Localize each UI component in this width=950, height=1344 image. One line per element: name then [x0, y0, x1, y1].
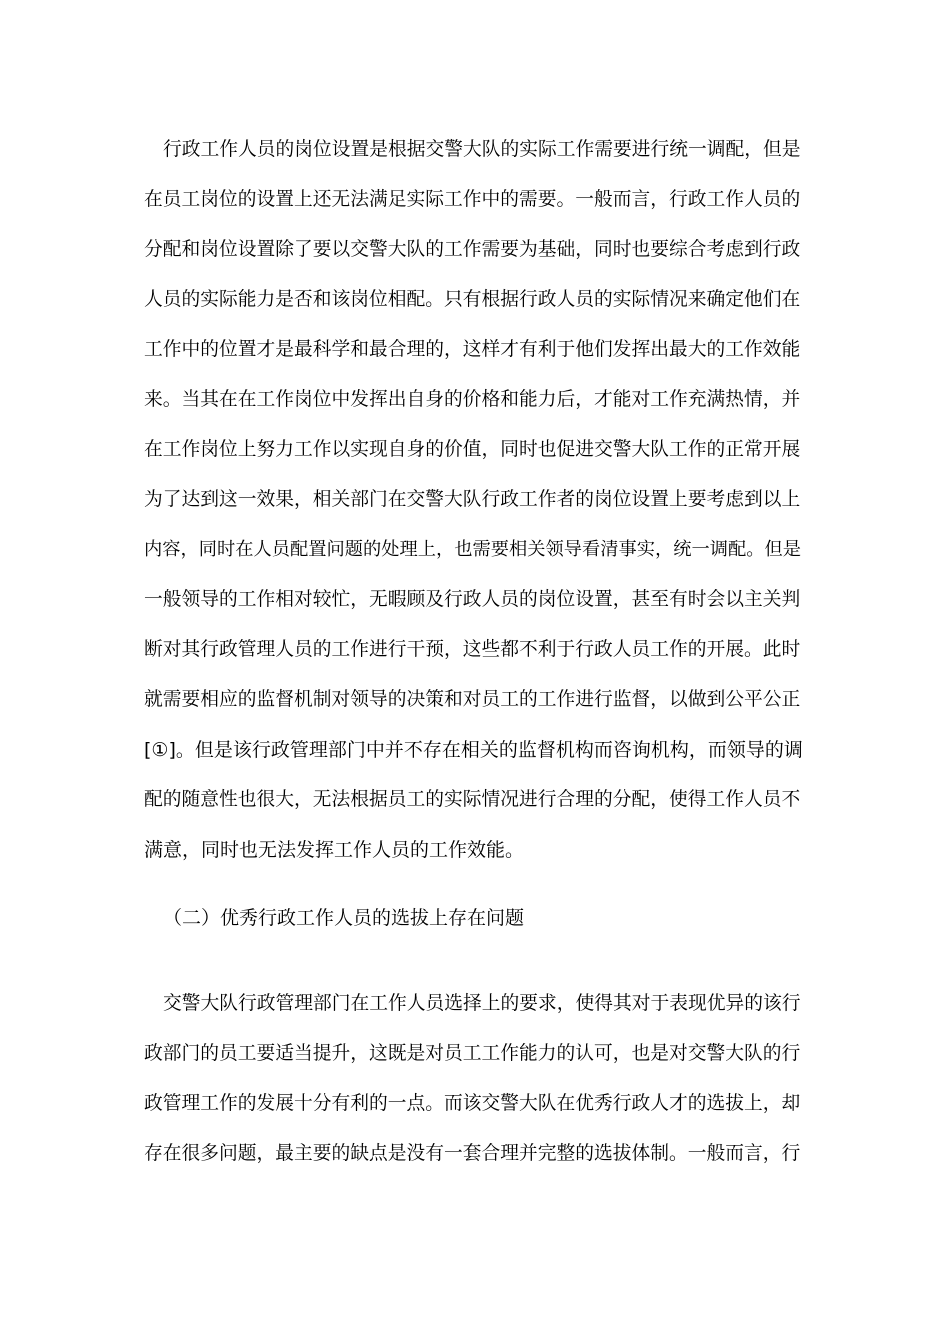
- text-line: 政部门的员工要适当提升，这既是对员工工作能力的认可，也是对交警大队的行: [144, 1043, 801, 1064]
- paragraph-1-line: [0, 635, 950, 665]
- paragraph-1-line: [0, 585, 950, 615]
- text-line: 配的随意性也很大，无法根据员工的实际情况进行合理的分配，使得工作人员不: [144, 789, 801, 810]
- paragraph-1-line: [0, 485, 950, 515]
- text-line: 分配和岗位设置除了要以交警大队的工作需要为基础，同时也要综合考虑到行政: [144, 239, 801, 260]
- text-line: [①]。但是该行政管理部门中并不存在相关的监督机构而咨询机构，而领导的调: [144, 739, 803, 761]
- text-line: 来。当其在在工作岗位中发挥出自身的价格和能力后，才能对工作充满热情，并: [144, 389, 801, 410]
- paragraph-1-line: [0, 335, 950, 365]
- paragraph-1-line: [0, 135, 950, 165]
- paragraph-2-line: [0, 1139, 950, 1169]
- text-line: 满意，同时也无法发挥工作人员的工作效能。: [144, 839, 525, 861]
- paragraph-2-line: [0, 1039, 950, 1069]
- paragraph-1-line: [0, 285, 950, 315]
- text-line: 就需要相应的监督机制对领导的决策和对员工的工作进行监督，以做到公平公正: [144, 689, 801, 710]
- paragraph-1-line: [0, 835, 950, 865]
- section-heading-line: [0, 903, 950, 933]
- text-line: 在员工岗位的设置上还无法满足实际工作中的需要。一般而言，行政工作人员的: [144, 189, 801, 210]
- paragraph-1-line: [0, 435, 950, 465]
- text-line: 为了达到这一效果，相关部门在交警大队行政工作者的岗位设置上要考虑到以上: [144, 489, 801, 510]
- text-line: 内容，同时在人员配置问题的处理上，也需要相关领导看清事实，统一调配。但是: [144, 539, 801, 560]
- text-line: 存在很多问题，最主要的缺点是没有一套合理并完整的选拔体制。一般而言，行: [144, 1143, 801, 1164]
- paragraph-1-line: [0, 535, 950, 565]
- text-line: 人员的实际能力是否和该岗位相配。只有根据行政人员的实际情况来确定他们在: [144, 289, 801, 310]
- paragraph-2-line: [0, 1089, 950, 1119]
- text-line: 一般领导的工作相对较忙，无暇顾及行政人员的岗位设置，甚至有时会以主关判: [144, 589, 801, 610]
- paragraph-1-line: [0, 235, 950, 265]
- text-line: 在工作岗位上努力工作以实现自身的价值，同时也促进交警大队工作的正常开展: [144, 439, 801, 460]
- text-line: 工作中的位置才是最科学和最合理的，这样才有利于他们发挥出最大的工作效能: [144, 339, 801, 360]
- paragraph-1-line: [0, 785, 950, 815]
- paragraph-1-line: [0, 685, 950, 715]
- paragraph-1-line: [0, 185, 950, 215]
- paragraph-1-line: [0, 735, 950, 765]
- section-heading: （二）优秀行政工作人员的选拔上存在问题: [163, 907, 525, 929]
- text-line: 行政工作人员的岗位设置是根据交警大队的实际工作需要进行统一调配，但是: [163, 139, 801, 160]
- text-line: 断对其行政管理人员的工作进行干预，这些都不利于行政人员工作的开展。此时: [144, 639, 801, 660]
- text-line: 交警大队行政管理部门在工作人员选择上的要求，使得其对于表现优异的该行: [163, 993, 801, 1014]
- paragraph-1-line: [0, 385, 950, 415]
- text-line: 政管理工作的发展十分有利的一点。而该交警大队在优秀行政人才的选拔上，却: [144, 1093, 801, 1114]
- paragraph-2-line: [0, 989, 950, 1019]
